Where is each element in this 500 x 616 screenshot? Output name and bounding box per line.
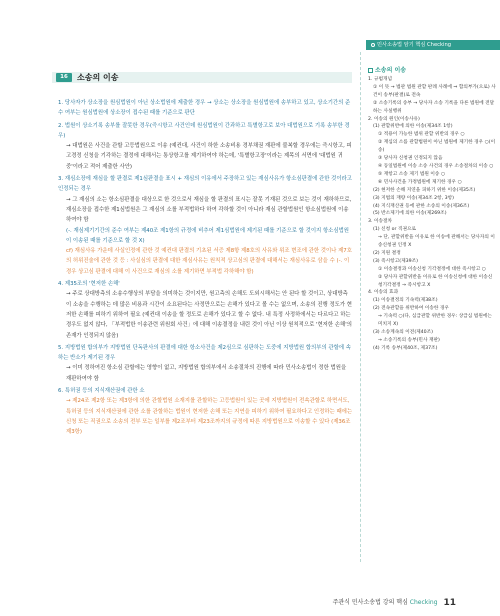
section-title: 소송의 이송 (77, 73, 119, 82)
sidebar-list-item: (5) 반소제기에 의한 이송(제269조) (373, 211, 447, 217)
page-number: 11 (443, 598, 456, 608)
sidebar-list-item: (4) 기록 송부(제40조, 제37조) (373, 345, 438, 351)
main-content (58, 98, 353, 438)
sidebar-list-item: (1) 관할위반에 의한 이송(제34조 1항) (373, 124, 453, 130)
sidebar-list-item: (4) 지식재산권 등에 관한 소송의 이송(제36조) (373, 203, 470, 209)
answer-3-cf: cf) 재심사유 가운데 사실인정에 관한 것 예컨대 판결의 기초된 서증 제8항 제8호의 사유와 위조 변조에 관한 것이나 제7호의 허위진술에 관한 것 등 : 사실심의 판결에 대한 재심사유는 원칙적 상고심의 판결에 대해서는 재심사유로 삼을 수 (-. 이 경우 상고심 판결에 대해 이 사건으로 재심의 소를 제기하면 부적법 각하해야 함) (66, 248, 352, 275)
sidebar-divider (360, 52, 361, 562)
sidebar-list-item: (3) 소송계속의 이전(제40조) (373, 330, 433, 335)
sidebar-list-item: 3. 이송절차 (368, 219, 393, 225)
sidebar-list-item: ⑤ 재항고 소송 제기 법원 이송 ○ (378, 171, 446, 177)
footer-book-title: 주관식 민사소송법 강의 핵심 (332, 599, 408, 606)
sidebar-list-item: (1) 이송결정의 기속력(제38조) (373, 298, 438, 304)
question-5: 5. 지방법원 합의부가 지방법원 단독판사의 판결에 대한 항소사건을 제2심으로 심판하는 도중에 지방법원 합의부의 관할에 속하는 반소가 제기된 경우 (58, 344, 351, 362)
answer-3: → 그 재심의 소는 항소심판결을 대상으로 한 것으로서 재심을 할 판결의 표시는 잘못 기재된 것으로 보는 것이 재하하므로, 재심소장을 접수한 제1심법원은 그 재심의 소를 부적법하다 하여 각하할 것이 아니라 재심 관할법원인 항소심법원에 이송하여야 함 (66, 196, 352, 224)
sidebar-title-text: 소송의 이송 (375, 67, 407, 74)
sidebar-list-item: 1. 규범개념 (368, 77, 393, 82)
answer-4: → 주로 상대방측의 소송수행상의 부담을 의미하는 것이지만, 원고측의 손해도 도외시해서는 안 된다 할 것이고, 상대방측이 소송을 수행하는 데 많은 비용과 시간이 소요된다는 사정만으로는 손해가 있다고 볼 수는 없으며, 소송의 진행 정도가 현저한 손해를 피하기 위하여 필요 (예컨대 이송을 할 정도로 손해가 있다고 할 수 없다. 내 특정 사정하에서는 다르다고 하는 경우도 없지 않다, 「부적법한 이송관련 위원회 사건」에 대해 이송결정을 내린 것이 아닌 이상 원칙적으로 '현저한 손해'의 존재가 인정되지 않음) (66, 291, 353, 339)
sidebar-list-item: → 기속력 ○(다, 심급관할 위반한 경우: 상급심 법원에는 미치지 X) (378, 314, 492, 328)
sidebar-list-item: → 단, 관할위반을 이유로 한 이송에 관해서는 당사자의 이송신청권 인정 X (378, 235, 495, 249)
sidebar-panel (368, 66, 496, 353)
answer-6: → 제24조 제2항 또는 제3항에 의한 관할법원 소재지를 관할하는 고등법원이 있는 곳에 지방법원이 전속관할로 하면서도, 특허권 등의 지식재산권에 관한 소를 관할하는 법원이 현저한 손해 또는 지연을 피하기 위하여 필요하다고 인정하는 때에는 신청 또는 직권으로 소송의 전부 또는 일부를 제2조부터 제23조까지의 규정에 따른 지방법원으로 이송할 수 있다 (제36조 제3항) (66, 398, 353, 436)
question-3: 3. 재심소장에 재심을 할 판결로 제1심판결을 표시 + 재심의 이유에서 주장하고 있는 재심사유가 항소심판결에 관한 것이라고 인정되는 경우 (58, 176, 352, 193)
sidebar-title (368, 66, 496, 75)
sidebar-list-item: ④ 동일법원에 이송 소송 사건의 경우 소송절차의 이송 ○ (378, 163, 494, 169)
footer-tag: Checking (409, 599, 438, 606)
question-6: 6. 특허권 등의 지식재산권에 관한 소 (58, 388, 145, 395)
sidebar-list-item: ① 이 뜻 → 법관 법원 관할 판례 사례에 ⇒ 합의부가(으로) 사건이 송부(판결)로 전속 (373, 84, 496, 98)
sidebar-list-item: ⑥ 민사사건을 가정법원에 제기한 경우 ○ (378, 179, 462, 185)
sidebar-list-item: (3) 지법의 재량 이송(제34조 2항, 3항) (373, 195, 454, 201)
question-4: 4. 제35조의 '현저한 손해' (58, 281, 120, 288)
sidebar-list-item: ② 당사자 관할위반을 이유로 한 이송신청에 대한 이송신청기각결정 → 즉시항고 X (378, 274, 493, 288)
sidebar-list-item: (3) 즉시항고(제39조) (373, 258, 418, 264)
sidebar-list-item: (1) 신청 or 직권으로 (373, 227, 417, 233)
sidebar-list-item: (2) 지원 결정 (373, 250, 401, 256)
sidebar-list-item: 4. 이송의 효과 (368, 290, 399, 296)
answer-5: → 이미 정하여진 항소심 관할에는 영향이 없고, 지방법원 합의부에서 소송절차의 진행에 따라 민사소송법이 정한 법원을 재판하여야 함 (66, 365, 347, 382)
sidebar-header-text: 민사소송법 암기 핵심 Checking (377, 42, 452, 48)
footer (333, 597, 456, 608)
sidebar-list-item: ② 재심의 소를 관할법원이 아닌 법원에 제기한 경우 ○(이송) (378, 140, 496, 154)
checkbox-icon (368, 68, 373, 73)
question-1: 1. 당사자가 상소장을 원심법원이 아닌 상소법원에 제출한 경우 → 상소는 상소장을 원심법원에 송부하고 있고, 상소기간의 준수 여부는 원심법원에 상소장이 접수된 때를 기준으로 판단 (58, 100, 351, 117)
sidebar-list-item: ① 이송결정과 이송신청 기각결정에 대한 즉시항고 ○ (378, 266, 486, 272)
sidebar-list-item: → 소송기록의 송부(민사 재판) (378, 337, 440, 343)
sidebar-list-item: 2. 이송의 원인(이송사유) (368, 116, 420, 122)
question-2: 2. 법원이 상소기록 송부를 잘못한 경우(즉시항고 사건인데 원심법원이 간과하고 특별항고로 보아 대법원으로 기록 송부한 경우) (58, 122, 350, 139)
answer-2: → 대법원은 사건을 관할 고등법원으로 이송 (예컨대, 사건이 하한 소송비용 경부채권 재판에 불복할 경우에는 즉시항고, 피고경정 신청을 기각하는 결정에 대해서는 통상항고를 제기하여야 하는데, '특별항고장'이라는 제목의 서면에 '대법원 귀중'이라고 적어 제출한 사안) (66, 143, 352, 170)
sidebar-list-item: ③ 당사자 신청권 인정되지 않음 (378, 156, 443, 162)
answer-3-note: (-. 재심제기기간의 준수 여부는 제40조 제1항의 규정에 비추어 제1심법원에 제기된 때를 기준으로 할 것이지 항소심법원이 이송된 때를 기준으로 할 것 X) (66, 227, 350, 244)
sidebar-header (366, 40, 500, 50)
sidebar-list (368, 76, 496, 353)
circle-icon (371, 43, 375, 47)
sidebar-list-item: ② 소송기록의 송부 → 당사자 소송 기록을 다른 법원에 전달하는 사실행위 (373, 100, 495, 114)
sidebar-list-item: (2) 현저한 손해 지연을 피하기 위한 이송(제35조) (373, 187, 476, 193)
section-number-badge: 16 (56, 73, 72, 82)
sidebar-list-item: ① 적용이 가능한 범위 관할 위반의 경우 ○ (378, 132, 465, 138)
sidebar-list-item: (2) 전속관할을 위반하여 이송한 경우 (373, 306, 449, 312)
